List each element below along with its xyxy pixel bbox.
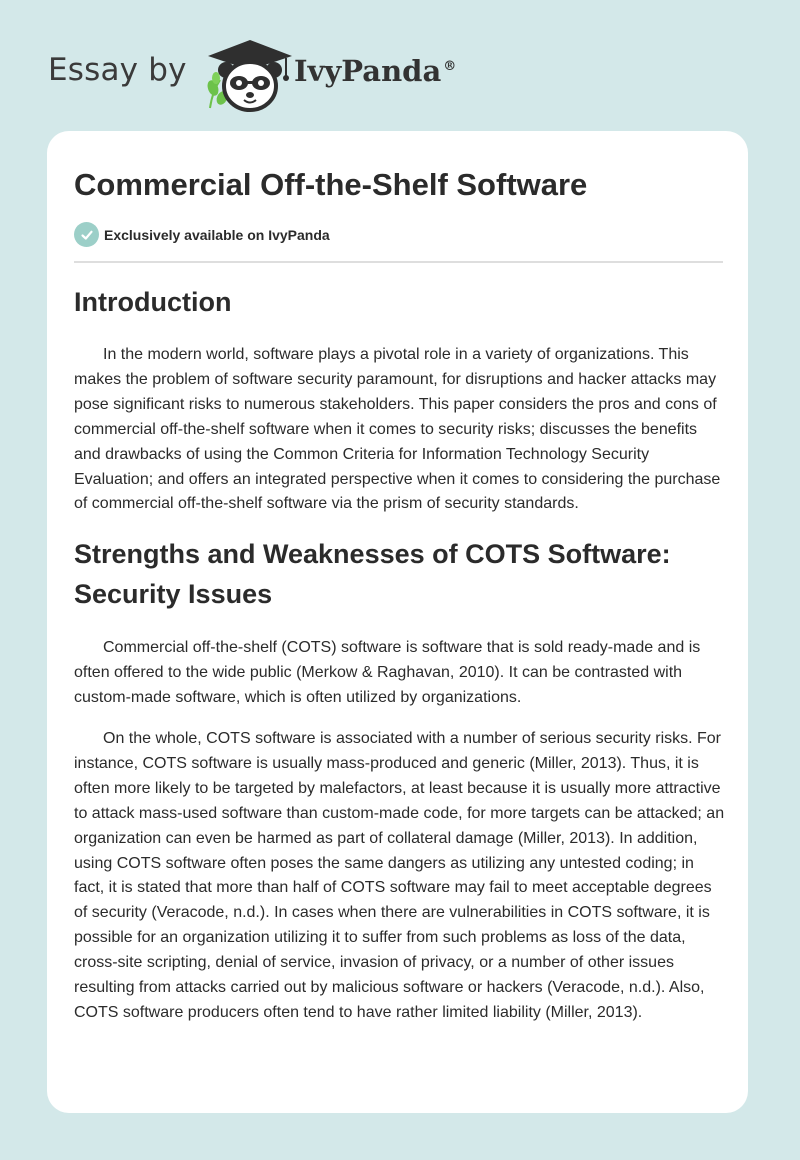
page-title: Commercial Off-the-Shelf Software bbox=[74, 167, 588, 202]
divider bbox=[74, 261, 723, 263]
section-heading-strengths-weaknesses: Strengths and Weaknesses of COTS Software: Security Issues bbox=[74, 539, 671, 609]
brand-label: IvyPanda bbox=[294, 54, 442, 88]
article-card bbox=[47, 131, 748, 1113]
check-circle-icon bbox=[74, 222, 99, 247]
paragraph: On the whole, COTS software is associated with a number of serious security risks. For instance, COTS software is usually mass-produced and generic (Miller, 2013). Thus, it is often more likely to be targeted by malefactors, at least because it is usually more attractive to attack mass-used software than custom-made code, for more targets can be attacked; an organization can even be harmed as part of collateral damage (Miller, 2013). In addition, using COTS software often poses the same dangers as utilizing any untested coding; in fact, it is stated that more than half of COTS software may fail to meet acceptable degrees of security (Veracode, n.d.). In cases when there are vulnerabilities in COTS software, it is possible for an organization utilizing it to suffer from such problems as loss of the data, cross-site scripting, denial of service, invasion of privacy, or a number of other issues resulting from attacks carried out by malicious software or hackers (Veracode, n.d.). Also, COTS software producers often tend to have rather limited liability (Miller, 2013). bbox=[74, 730, 725, 1021]
exclusive-badge bbox=[74, 222, 330, 247]
panda-logo-icon[interactable] bbox=[202, 36, 298, 114]
paragraph: Commercial off-the-shelf (COTS) software is software that is sold ready-made and is often offered to the wide public (Merkow & Raghavan, 2010). It can be contrasted with custom-made software, which is often utilized by organizations. bbox=[74, 639, 701, 706]
paragraph: In the modern world, software plays a pivotal role in a variety of organizations. This makes the problem of software security paramount, for disruptions and hacker attacks may pose significant risks to numerous stakeholders. This paper considers the pros and cons of commercial off-the-shelf software when it comes to security risks; discusses the benefits and drawbacks of using the Common Criteria for Information Technology Security Evaluation; and offers an integrated perspective when it comes to considering the purchase of commercial off-the-shelf software via the prism of security standards. bbox=[74, 346, 721, 513]
essay-by-label: Essay by bbox=[48, 52, 187, 88]
section-heading-introduction: Introduction bbox=[74, 287, 232, 317]
site-header bbox=[48, 28, 748, 112]
registered-mark: ® bbox=[443, 59, 457, 75]
brand-name[interactable] bbox=[294, 54, 456, 88]
badge-label: Exclusively available on IvyPanda bbox=[104, 226, 330, 243]
